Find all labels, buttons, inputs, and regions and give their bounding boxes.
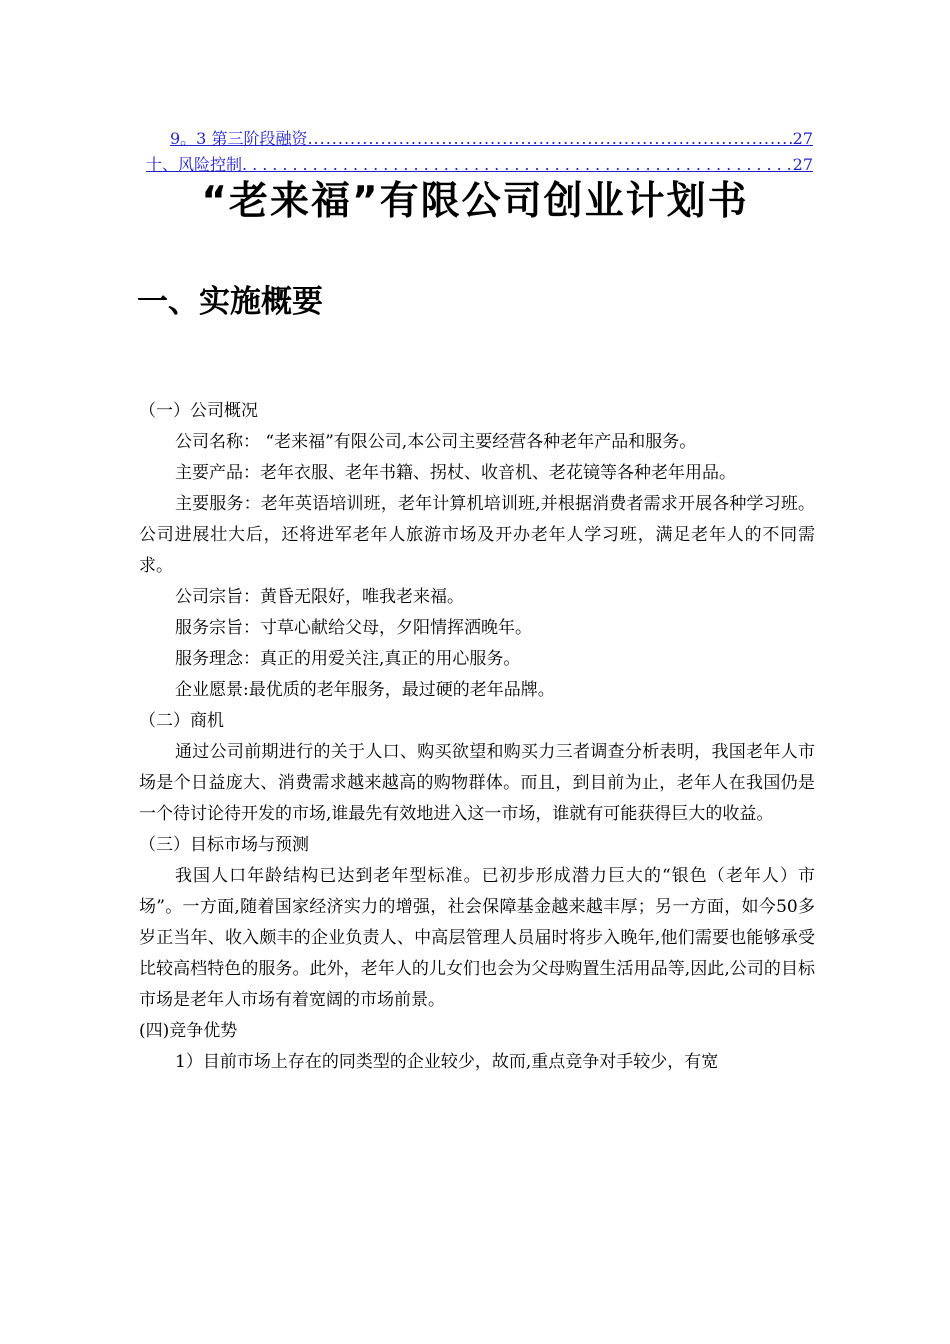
paragraph: 我国人口年龄结构已达到老年型标准。已初步形成潜力巨大的“银色（老年人）市场”。一方面,随着国家经济实力的增强，社会保障基金越来越丰厚；另一方面，如今50多岁正当年、收入颇丰的企业负责人、中高层管理人员届时将步入晚年,他们需要也能够承受比较高档特色的服务。此外，老年人的儿女们也会为父母购置生活用品等,因此,公司的目标市场是老年人市场有着宽阔的市场前景。 <box>139 866 815 1010</box>
toc-link-financing-stage-3[interactable] <box>170 126 813 149</box>
paragraph: 主要产品：老年衣服、老年书籍、拐杖、收音机、老花镜等各种老年用品。 <box>175 463 736 483</box>
paragraph: 1）目前市场上存在的同类型的企业较少，故而,重点竞争对手较少，有宽 <box>175 1052 719 1072</box>
toc-page-number: 27 <box>792 129 813 148</box>
chapter-heading: 一、实施概要 <box>137 284 323 320</box>
paragraph: 企业愿景:最优质的老年服务，最过硬的老年品牌。 <box>175 680 555 700</box>
toc-label: 十、风险控制 <box>146 155 243 174</box>
document-body <box>139 396 815 1078</box>
section-title: （一）公司概况 <box>139 401 258 421</box>
paragraph: 通过公司前期进行的关于人口、购买欲望和购买力三者调查分析表明，我国老年人市场是个日益庞大、消费需求越来越高的购物群体。而且，到目前为止，老年人在我国仍是一个待讨论待开发的市场,谁最先有效地进入这一市场，谁就有可能获得巨大的收益。 <box>139 742 815 824</box>
paragraph: 公司名称： “老来福”有限公司,本公司主要经营各种老年产品和服务。 <box>175 432 697 452</box>
section-title: (四)竞争优势 <box>139 1021 238 1041</box>
paragraph: 服务理念：真正的用爱关注,真正的用心服务。 <box>175 649 521 669</box>
paragraph: 公司宗旨：黄昏无限好，唯我老来福。 <box>175 587 464 607</box>
section-title: （三）目标市场与预测 <box>139 835 309 855</box>
paragraph: 服务宗旨：寸草心献给父母，夕阳情挥洒晚年。 <box>175 618 532 638</box>
section-title: （二）商机 <box>139 711 224 731</box>
toc-leader <box>307 129 792 148</box>
paragraph: 主要服务：老年英语培训班，老年计算机培训班,并根据消费者需求开展各种学习班。公司进展壮大后，还将进军老年人旅游市场及开办老年人学习班，满足老年人的不同需求。 <box>139 494 815 576</box>
toc-label: 9。3 第三阶段融资 <box>170 129 308 148</box>
document-title: “老来福”有限公司创业计划书 <box>201 179 749 224</box>
toc-page-number: 27 <box>792 155 813 174</box>
